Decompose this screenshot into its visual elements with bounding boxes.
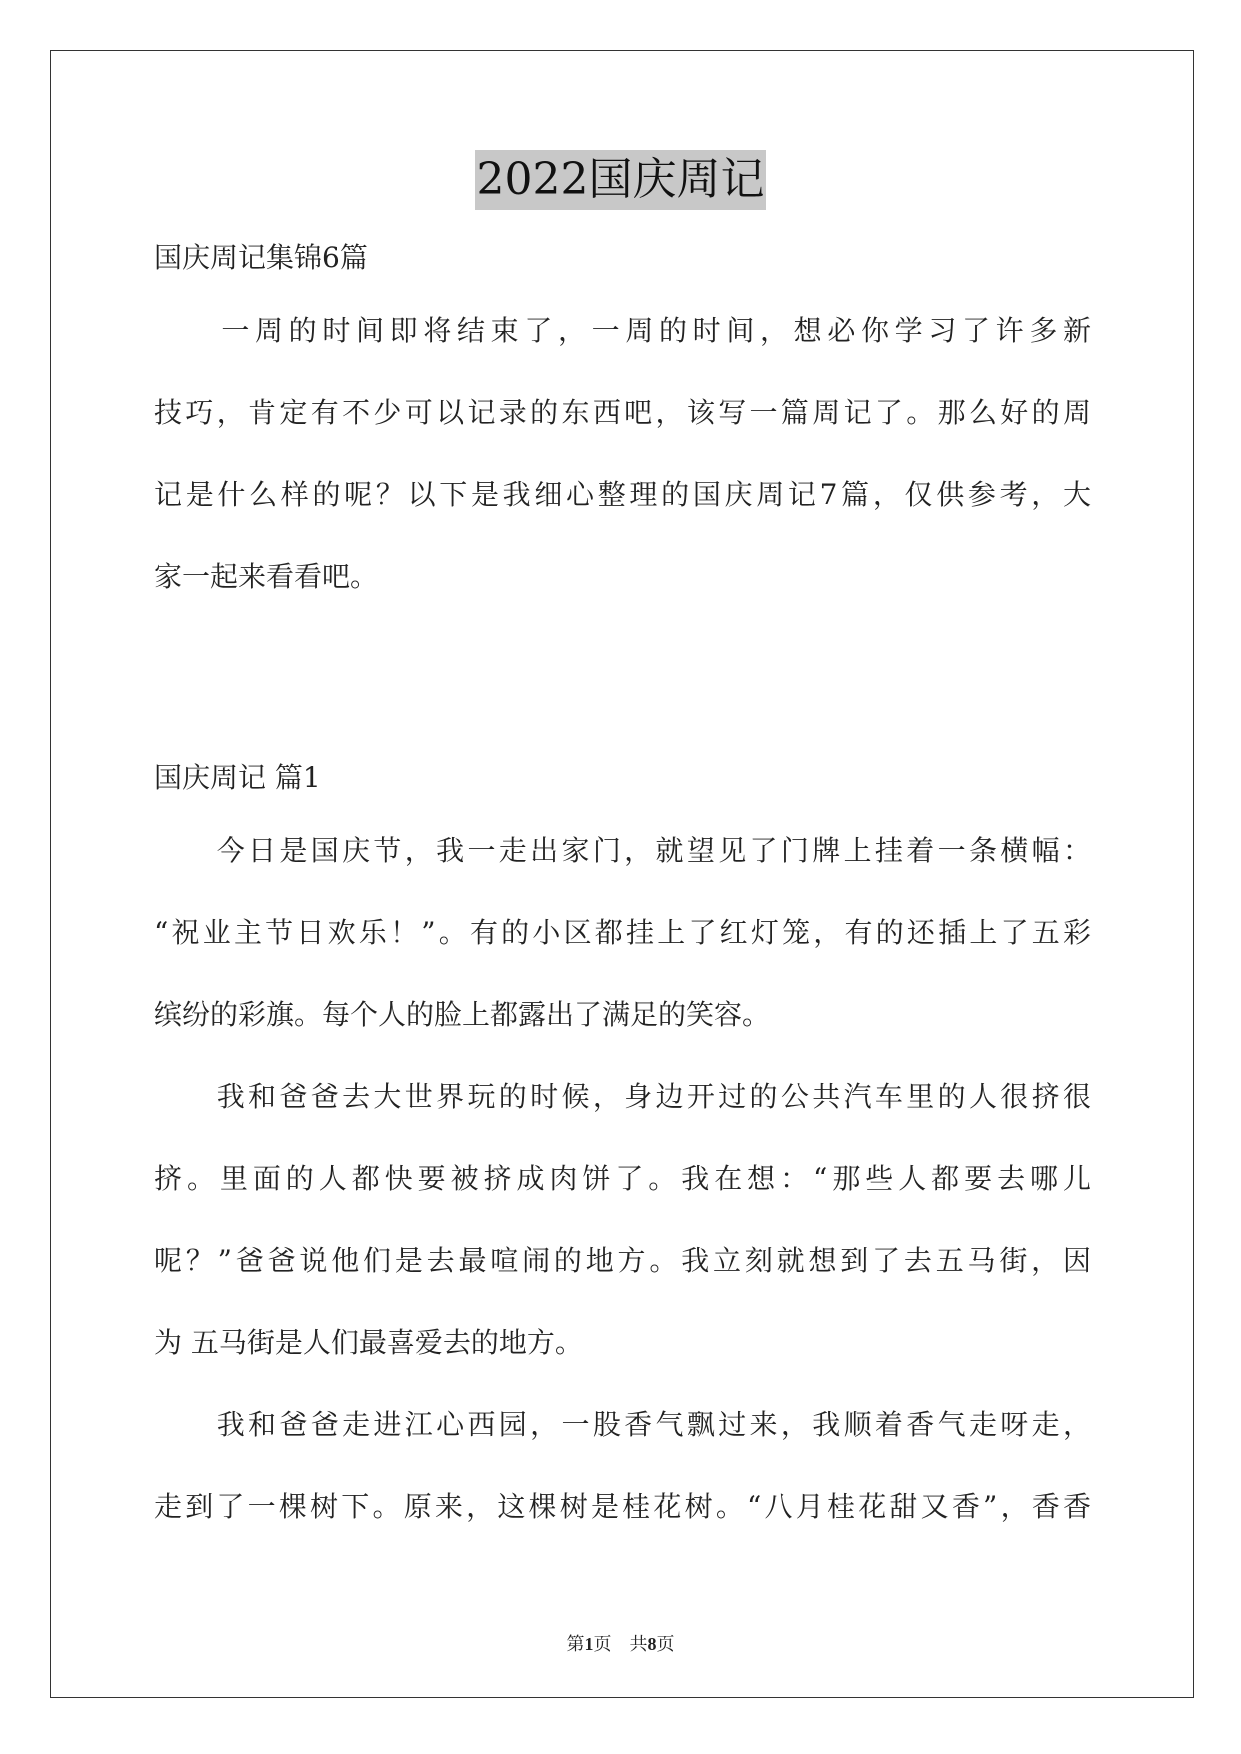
intro-paragraph xyxy=(154,290,1091,618)
intro-line: 记是什么样的呢？以下是我细心整理的国庆周记7篇，仅供参考，大 xyxy=(154,478,1091,511)
paragraph-line: 我和爸爸去大世界玩的时候，身边开过的公共汽车里的人很挤很 xyxy=(154,1080,1091,1113)
page-suffix: 页 xyxy=(656,1634,675,1654)
section-heading: 国庆周记 篇1 xyxy=(154,761,321,794)
paragraph-2 xyxy=(154,1056,1091,1384)
paragraph-line: 呢？”爸爸说他们是去最喧闹的地方。我立刻就想到了去五马街，因 xyxy=(154,1244,1091,1277)
page-mid: 页 共 xyxy=(593,1634,648,1654)
intro-line: 家一起来看看吧。 xyxy=(154,560,379,593)
paragraph-3 xyxy=(154,1384,1091,1548)
document-subtitle: 国庆周记集锦6篇 xyxy=(154,241,368,274)
paragraph-line: 挤。里面的人都快要被挤成肉饼了。我在想：“那些人都要去哪儿 xyxy=(154,1162,1091,1195)
paragraph-line: 今日是国庆节，我一走出家门，就望见了门牌上挂着一条横幅： xyxy=(154,834,1091,867)
paragraph-line: 我和爸爸走进江心西园，一股香气飘过来，我顺着香气走呀走， xyxy=(154,1408,1091,1441)
intro-line: 一周的时间即将结束了，一周的时间，想必你学习了许多新 xyxy=(154,314,1091,347)
title-container xyxy=(0,150,1241,210)
page-prefix: 第 xyxy=(566,1634,585,1654)
paragraph-line: “祝业主节日欢乐！”。有的小区都挂上了红灯笼，有的还插上了五彩 xyxy=(154,916,1091,949)
document-title: 2022国庆周记 xyxy=(475,150,767,210)
paragraph-1 xyxy=(154,810,1091,1056)
page-total: 8 xyxy=(647,1634,657,1654)
intro-line: 技巧，肯定有不少可以记录的东西吧，该写一篇周记了。那么好的周 xyxy=(154,396,1091,429)
paragraph-line: 走到了一棵树下。原来，这棵树是桂花树。“八月桂花甜又香”，香香 xyxy=(154,1490,1091,1523)
paragraph-line: 为 五马街是人们最喜爱去的地方。 xyxy=(154,1326,583,1359)
paragraph-line: 缤纷的彩旗。每个人的脸上都露出了满足的笑容。 xyxy=(154,998,771,1031)
page-current: 1 xyxy=(584,1634,594,1654)
page-footer xyxy=(0,1630,1241,1656)
